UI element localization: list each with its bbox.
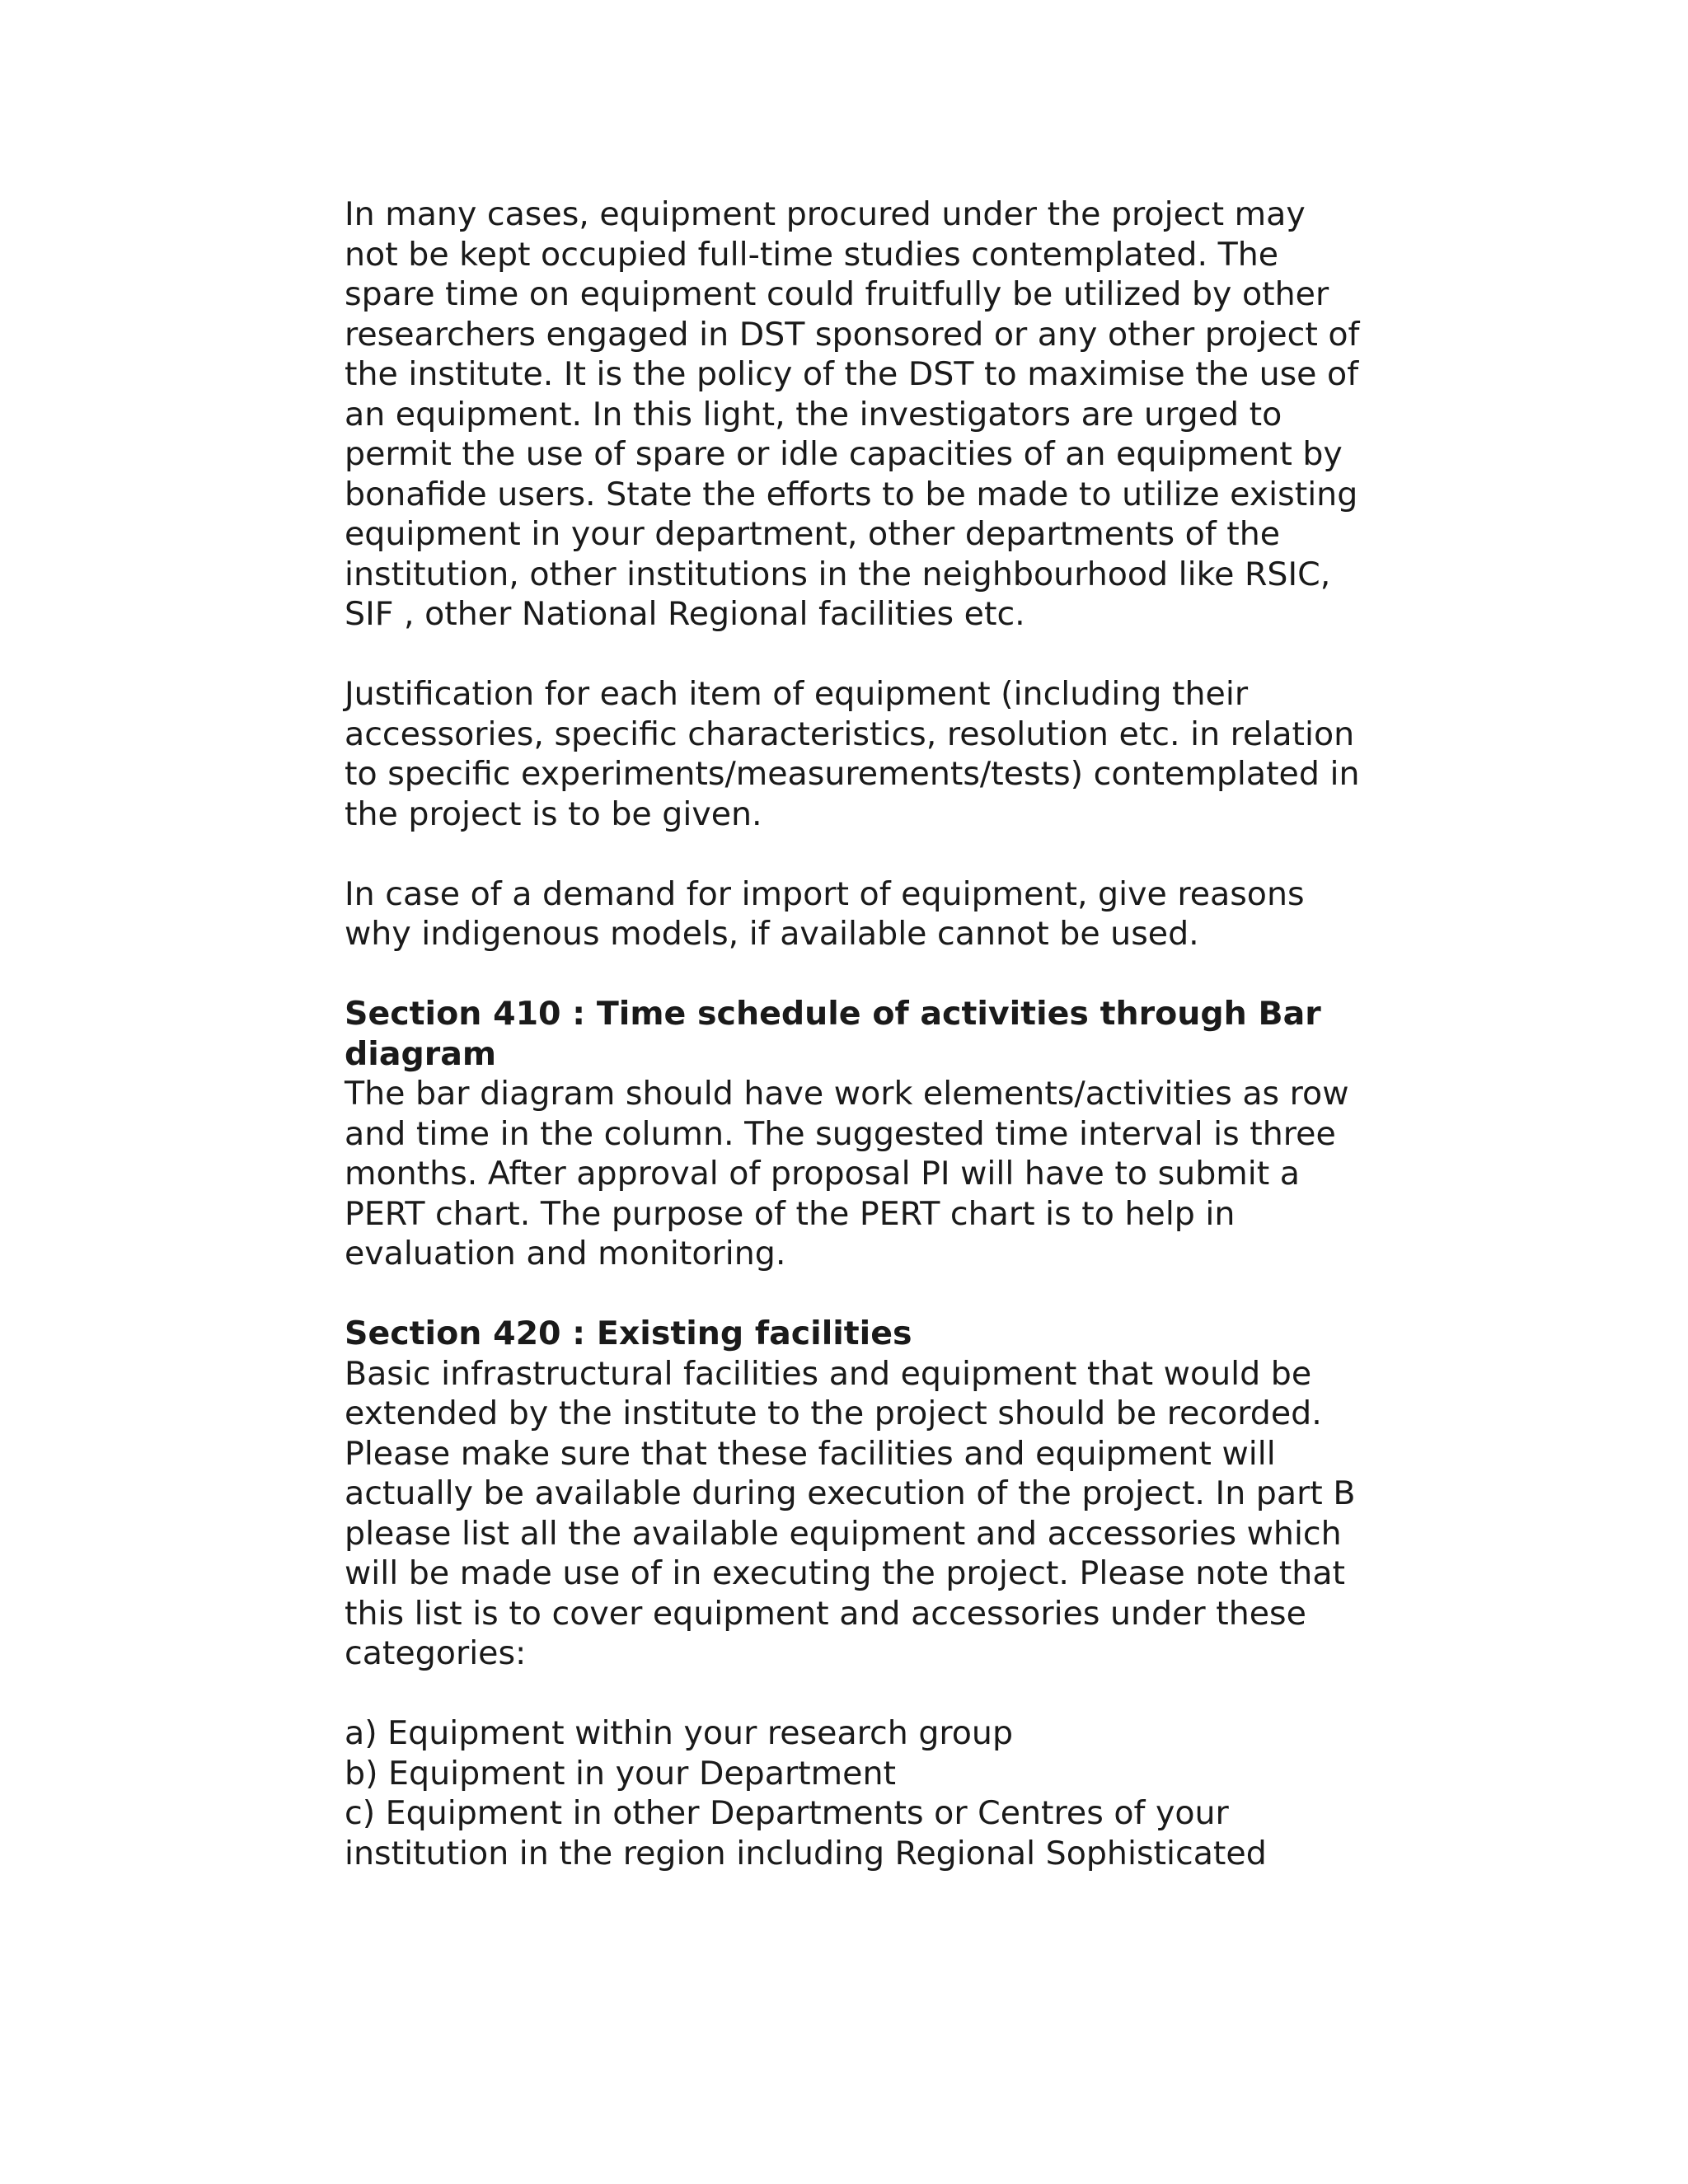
paragraph-equipment-justification: Justification for each item of equipment (including their accessories, specific characteristics, resolution etc. in relation to specific experiments/measurements/tests) contemplated in the project is to be given. xyxy=(345,675,1360,833)
section-410 xyxy=(345,994,1367,1274)
list-item: a) Equipment within your research group xyxy=(345,1714,1014,1752)
list-item: c) Equipment in other Departments or Centres of your institution in the region including Regional Sophisticated xyxy=(345,1794,1267,1872)
paragraph-equipment-utilization: In many cases, equipment procured under the project may not be kept occupied full-time studies contemplated. The spare time on equipment could fruitfully be utilized by other researchers engaged in DST sponsored or any other project of the institute. It is the policy of the DST to maximise the use of an equipment. In this light, the investigators are urged to permit the use of spare or idle capacities of an equipment by bonafide users. State the efforts to be made to utilize existing equipment in your department, other departments of the institution, other institutions in the neighbourhood like RSIC, SIF , other National Regional facilities etc. xyxy=(345,195,1360,633)
section-410-body: The bar diagram should have work elements/activities as row and time in the column. The suggested time interval is three months. After approval of proposal PI will have to submit a PERT chart. The purpose of the PERT chart is to help in evaluation and monitoring. xyxy=(345,1075,1349,1272)
section-420-body: Basic infrastructural facilities and equipment that would be extended by the institute to the project should be recorded. Please make sure that these facilities and equipment will actually be available during execution of the project. In part B please list all the available equipment and accessories which will be made use of in executing the project. Please note that this list is to cover equipment and accessories under these categories: xyxy=(345,1354,1356,1672)
document-page xyxy=(345,194,1367,1873)
section-410-heading: Section 410 : Time schedule of activities through Bar diagram xyxy=(345,995,1321,1073)
list-item: b) Equipment in your Department xyxy=(345,1754,896,1793)
section-420 xyxy=(345,1314,1367,1674)
paragraph-import-reasons: In case of a demand for import of equipment, give reasons why indigenous models, if available cannot be used. xyxy=(345,874,1305,953)
section-420-heading: Section 420 : Existing facilities xyxy=(345,1315,912,1352)
equipment-category-list xyxy=(345,1713,1367,1873)
